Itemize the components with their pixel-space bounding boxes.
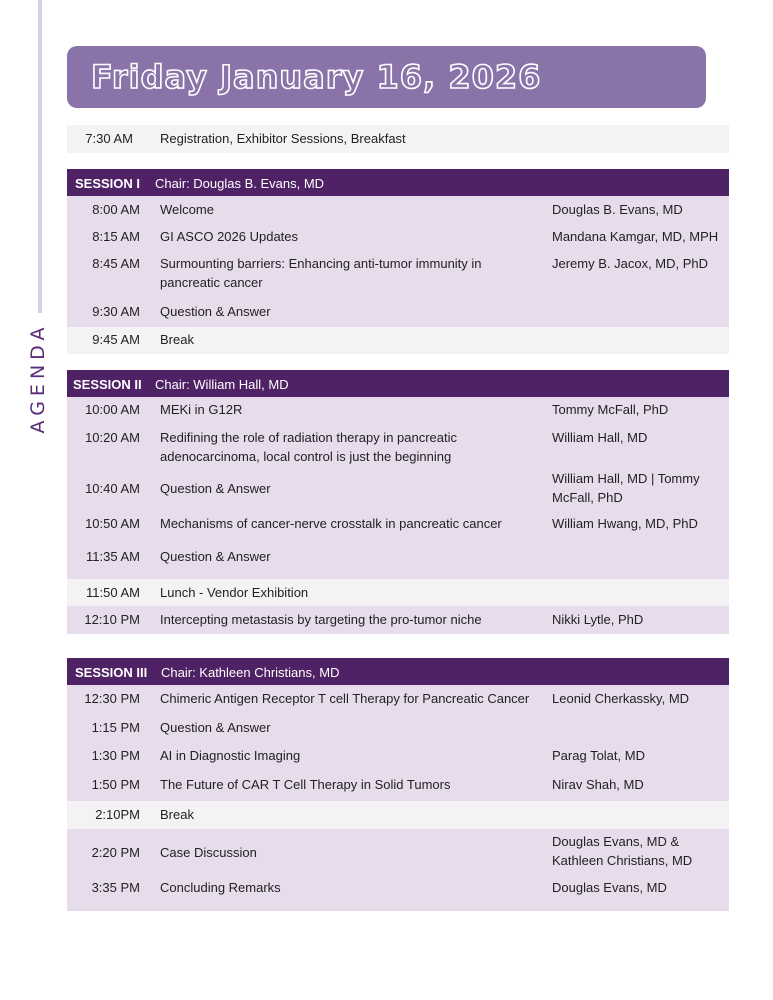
row-time: 10:00 AM <box>85 402 140 417</box>
row-title: Welcome <box>160 202 214 217</box>
row-time: 8:00 AM <box>92 202 140 217</box>
session-1-table <box>67 169 729 354</box>
agenda-row <box>67 223 729 250</box>
session-header <box>67 370 729 397</box>
side-accent-line <box>38 0 42 313</box>
row-title: Surmounting barriers: Enhancing anti-tumor immunity in pancreatic cancer <box>160 256 482 290</box>
row-title: Chimeric Antigen Receptor T cell Therapy for Pancreatic Cancer <box>160 691 530 706</box>
session-chair: Chair: Douglas B. Evans, MD <box>155 176 325 191</box>
agenda-row <box>67 875 729 911</box>
agenda-row <box>67 579 729 606</box>
row-title: Intercepting metastasis by targeting the pro-tumor niche <box>160 612 482 627</box>
row-time: 10:50 AM <box>85 516 140 531</box>
row-title: Mechanisms of cancer-nerve crosstalk in pancreatic cancer <box>160 516 502 531</box>
session-3-table <box>67 658 729 911</box>
session-label: SESSION II <box>73 377 142 392</box>
agenda-row <box>67 606 729 634</box>
agenda-row <box>67 714 729 742</box>
row-time: 8:45 AM <box>92 256 140 271</box>
session-2-table <box>67 370 729 634</box>
agenda-row <box>67 125 729 153</box>
row-time: 7:30 AM <box>85 131 133 146</box>
session-label: SESSION I <box>75 176 141 191</box>
row-title: MEKi in G12R <box>160 402 243 417</box>
row-title: Question & Answer <box>160 481 271 496</box>
row-speaker: Nirav Shah, MD <box>552 777 644 792</box>
row-time: 1:50 PM <box>91 777 140 792</box>
agenda-row <box>67 509 729 539</box>
row-time: 9:45 AM <box>92 332 140 347</box>
row-title: Question & Answer <box>160 304 271 319</box>
row-speaker: William Hall, MD | Tommy McFall, PhD <box>552 471 700 505</box>
row-speaker: Tommy McFall, PhD <box>552 402 669 417</box>
agenda-row <box>67 829 729 875</box>
row-time: 10:40 AM <box>85 481 140 496</box>
row-speaker: Douglas Evans, MD <box>552 880 667 895</box>
row-title: GI ASCO 2026 Updates <box>160 229 299 244</box>
row-time: 1:30 PM <box>91 748 140 763</box>
title-banner <box>67 46 706 108</box>
row-time: 9:30 AM <box>92 304 140 319</box>
session-header <box>67 169 729 196</box>
row-title: Concluding Remarks <box>160 880 281 895</box>
row-speaker: Leonid Cherkassky, MD <box>552 691 690 706</box>
row-title: Case Discussion <box>160 845 257 860</box>
row-title: The Future of CAR T Cell Therapy in Solid Tumors <box>160 777 451 792</box>
row-title: Break <box>160 332 194 347</box>
agenda-row <box>67 298 729 327</box>
row-speaker: William Hall, MD <box>552 430 648 445</box>
agenda-row <box>67 469 729 509</box>
row-title: Lunch - Vendor Exhibition <box>160 585 309 600</box>
agenda-row <box>67 425 729 469</box>
row-speaker: Parag Tolat, MD <box>552 748 645 763</box>
session-chair: Chair: William Hall, MD <box>155 377 289 392</box>
agenda-row <box>67 397 729 425</box>
row-time: 2:10PM <box>95 807 140 822</box>
row-time: 10:20 AM <box>85 430 140 445</box>
session-chair: Chair: Kathleen Christians, MD <box>161 665 340 680</box>
row-title: Redifining the role of radiation therapy in pancreatic adenocarcinoma, local control is just the beginning <box>160 430 458 464</box>
session-label: SESSION III <box>75 665 148 680</box>
agenda-row <box>67 801 729 829</box>
row-time: 12:10 PM <box>84 612 140 627</box>
row-time: 1:15 PM <box>91 720 140 735</box>
side-label: AGENDA <box>27 322 49 434</box>
agenda-row <box>67 685 729 714</box>
agenda-row <box>67 196 729 223</box>
row-title: AI in Diagnostic Imaging <box>160 748 301 763</box>
row-speaker: Douglas Evans, MD & Kathleen Christians, MD <box>552 834 693 868</box>
row-time: 3:35 PM <box>91 880 140 895</box>
row-title: Registration, Exhibitor Sessions, Breakfast <box>160 131 406 146</box>
page-title: Friday January 16, 2026 <box>91 58 542 96</box>
row-speaker: William Hwang, MD, PhD <box>552 516 698 531</box>
row-title: Break <box>160 807 194 822</box>
row-time: 11:35 AM <box>86 549 140 564</box>
agenda-row <box>67 539 729 579</box>
session-header <box>67 658 729 685</box>
row-speaker: Nikki Lytle, PhD <box>552 612 644 627</box>
agenda-table-opening <box>67 125 729 153</box>
agenda-row <box>67 771 729 801</box>
row-title: Question & Answer <box>160 549 271 564</box>
row-time: 2:20 PM <box>91 845 140 860</box>
agenda-row <box>67 250 729 298</box>
agenda-row <box>67 742 729 771</box>
row-speaker: Mandana Kamgar, MD, MPH <box>552 229 719 244</box>
row-title: Question & Answer <box>160 720 271 735</box>
row-time: 8:15 AM <box>92 229 140 244</box>
row-time: 12:30 PM <box>84 691 140 706</box>
row-speaker: Jeremy B. Jacox, MD, PhD <box>552 256 709 271</box>
agenda-row <box>67 327 729 354</box>
row-speaker: Douglas B. Evans, MD <box>552 202 683 217</box>
row-time: 11:50 AM <box>86 585 140 600</box>
